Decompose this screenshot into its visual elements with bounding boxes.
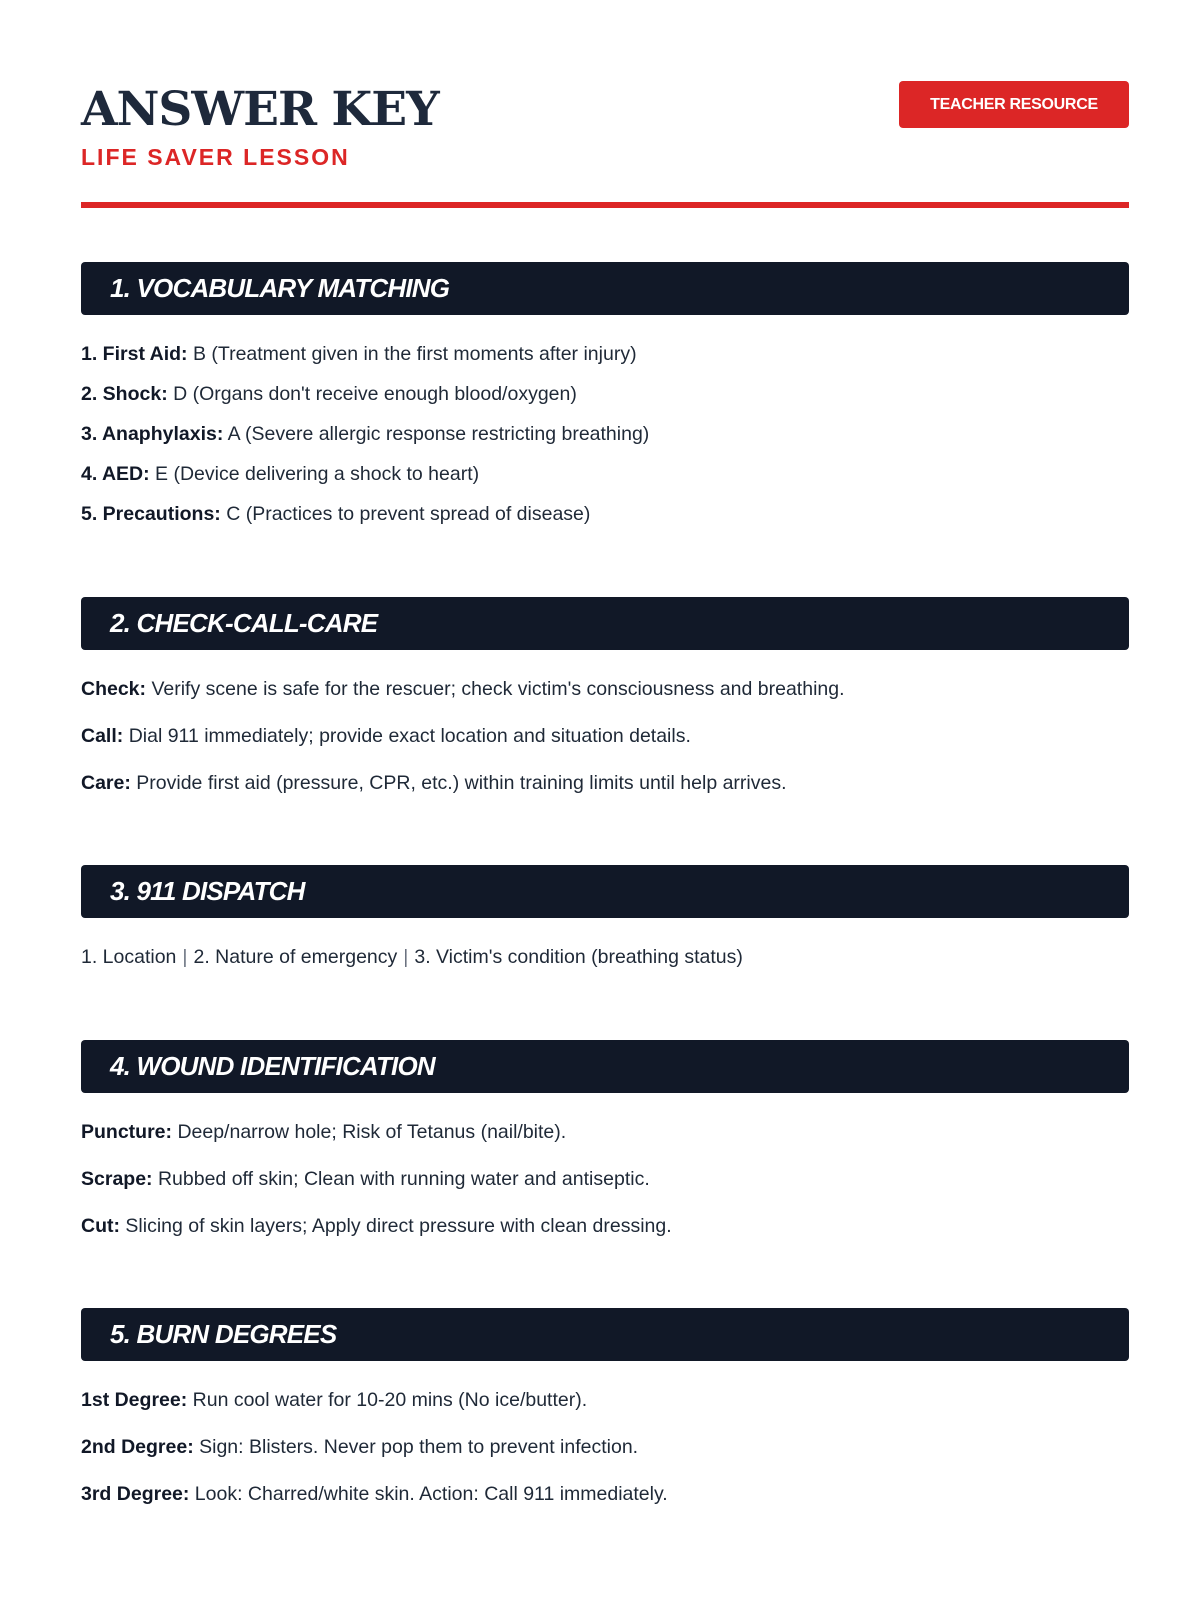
burn-term: 1st Degree: <box>81 1389 188 1411</box>
section-burn-degrees <box>81 1308 1129 1526</box>
section-wound-identification <box>81 1040 1129 1258</box>
ccc-term: Care: <box>81 772 131 794</box>
ccc-answer <box>81 721 1129 768</box>
ccc-answer <box>81 768 1129 815</box>
burn-term: 2nd Degree: <box>81 1436 194 1458</box>
ccc-answer-text: Dial 911 immediately; provide exact location and situation details. <box>128 725 691 747</box>
burn-answer-text: Run cool water for 10-20 mins (No ice/butter). <box>192 1389 588 1411</box>
dispatch-separator: | <box>182 946 188 968</box>
burn-answer <box>81 1432 1129 1479</box>
wound-answer <box>81 1117 1129 1164</box>
vocab-answer <box>81 334 1129 374</box>
vocab-term: 4. AED: <box>81 463 150 485</box>
section-vocabulary-matching <box>81 262 1129 534</box>
page-header <box>81 0 1129 208</box>
section-heading: 3. 911 DISPATCH <box>81 865 1129 918</box>
header-divider <box>81 202 1129 208</box>
wound-answer-list <box>81 1117 1129 1258</box>
wound-answer <box>81 1211 1129 1258</box>
burn-term: 3rd Degree: <box>81 1483 190 1505</box>
teacher-resource-badge: TEACHER RESOURCE <box>899 81 1129 128</box>
burn-answer <box>81 1479 1129 1526</box>
ccc-term: Call: <box>81 725 124 747</box>
vocab-answer <box>81 414 1129 454</box>
section-heading: 2. CHECK-CALL-CARE <box>81 597 1129 650</box>
vocab-answer-text: B (Treatment given in the first moments after injury) <box>192 343 637 365</box>
vocab-term: 2. Shock: <box>81 383 168 405</box>
wound-term: Cut: <box>81 1215 120 1237</box>
wound-answer-text: Rubbed off skin; Clean with running water and antiseptic. <box>157 1168 650 1190</box>
ccc-answer-list <box>81 674 1129 815</box>
vocab-answer <box>81 454 1129 494</box>
vocab-answer-text: A (Severe allergic response restricting breathing) <box>227 423 650 445</box>
answer-key-page <box>81 0 1129 1505</box>
ccc-answer-text: Verify scene is safe for the rescuer; check victim's consciousness and breathing. <box>151 678 845 700</box>
wound-answer <box>81 1164 1129 1211</box>
burn-answer-text: Sign: Blisters. Never pop them to prevent infection. <box>199 1436 639 1458</box>
vocab-answer <box>81 494 1129 534</box>
vocab-answer <box>81 374 1129 414</box>
wound-term: Puncture: <box>81 1121 173 1143</box>
vocab-term: 1. First Aid: <box>81 343 188 365</box>
vocab-term: 3. Anaphylaxis: <box>81 423 224 445</box>
wound-answer-text: Deep/narrow hole; Risk of Tetanus (nail/bite). <box>177 1121 567 1143</box>
section-check-call-care <box>81 597 1129 815</box>
vocab-term: 5. Precautions: <box>81 503 221 525</box>
burn-answer-list <box>81 1385 1129 1526</box>
wound-term: Scrape: <box>81 1168 153 1190</box>
section-heading: 5. BURN DEGREES <box>81 1308 1129 1361</box>
vocab-answer-text: C (Practices to prevent spread of disease) <box>226 503 591 525</box>
vocab-answer-text: E (Device delivering a shock to heart) <box>155 463 480 485</box>
burn-answer-text: Look: Charred/white skin. Action: Call 911 immediately. <box>194 1483 668 1505</box>
vocab-answer-text: D (Organs don't receive enough blood/oxygen) <box>173 383 577 405</box>
ccc-term: Check: <box>81 678 147 700</box>
section-heading: 4. WOUND IDENTIFICATION <box>81 1040 1129 1093</box>
section-911-dispatch <box>81 865 1129 972</box>
burn-answer <box>81 1385 1129 1432</box>
dispatch-part: 1. Location <box>81 946 177 968</box>
page-title: ANSWER KEY <box>81 82 439 137</box>
ccc-answer <box>81 674 1129 721</box>
wound-answer-text: Slicing of skin layers; Apply direct pressure with clean dressing. <box>125 1215 672 1237</box>
section-heading: 1. VOCABULARY MATCHING <box>81 262 1129 315</box>
ccc-answer-text: Provide first aid (pressure, CPR, etc.) within training limits until help arrives. <box>136 772 787 794</box>
dispatch-separator: | <box>403 946 409 968</box>
dispatch-part: 3. Victim's condition (breathing status) <box>414 946 743 968</box>
page-subtitle: LIFE SAVER LESSON <box>81 144 350 170</box>
vocab-answer-list <box>81 334 1129 534</box>
dispatch-part: 2. Nature of emergency <box>193 946 398 968</box>
dispatch-answer <box>81 942 1129 972</box>
